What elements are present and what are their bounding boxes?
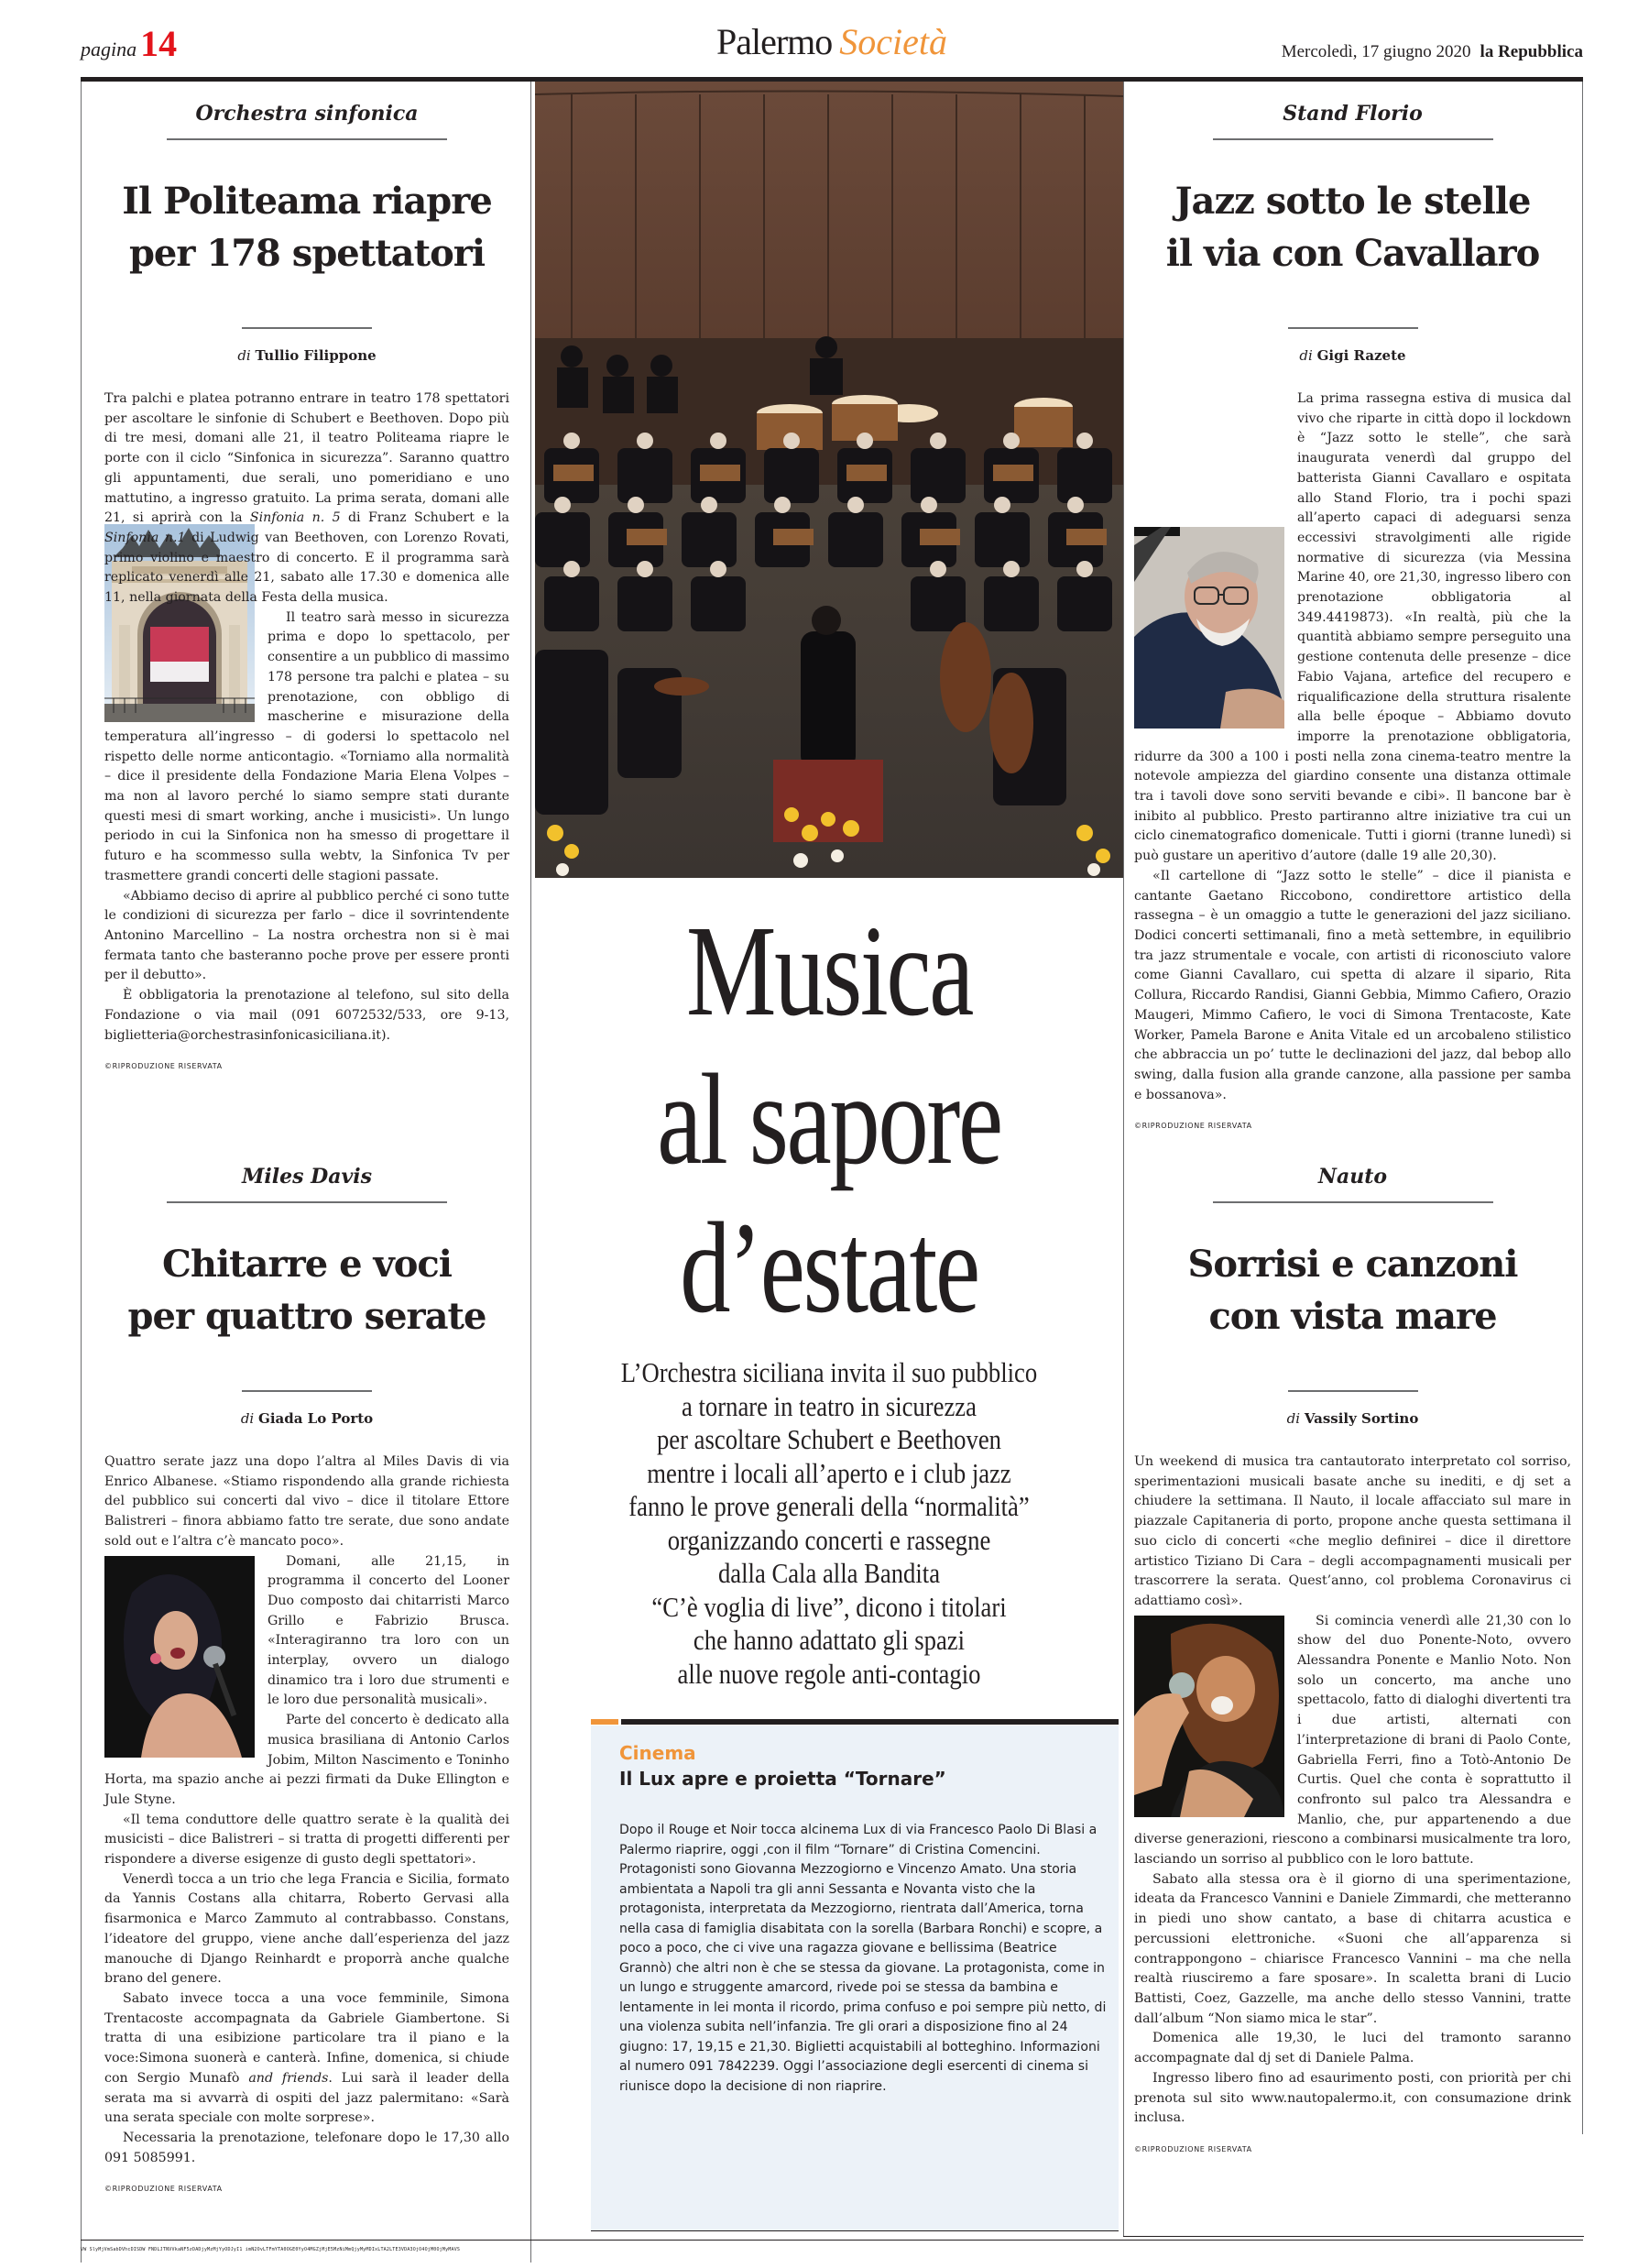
byline bbox=[104, 347, 509, 364]
headline-line: Musica bbox=[685, 898, 973, 1043]
paragraph: Ingresso libero fino ad esaurimento posti, con priorità per chi prenota sul sito www.nautopalermo.it, con consumazione drink inclusa. bbox=[1134, 2070, 1571, 2126]
headline-line: d’estate bbox=[680, 1195, 978, 1340]
paragraph: Un weekend di musica tra cantautorato interpretato col sorriso, sperimentazioni musicali basate anche su inediti, e dj set a chiudere la settimana. Il Nauto, il locale affacciato sul mare in piazzale Capitaneria di porto, propone anche questa settimana il suo ciclo di concerti «che meglio definirei – dice il direttore artistico Tiziano Di Cara – degli accompagnamenti musicali per trascorrere la serata. Quest’anno, col problema Coronavirus ci adattiamo così». bbox=[1134, 1454, 1571, 1608]
deck-line: alle nuove regole anti-contagio bbox=[677, 1657, 981, 1690]
paragraph: La prima rassegna estiva di musica dal vivo che riparte in città dopo il lockdown è “Jazz sotto le stelle”, che sarà inaugurata venerdì dal gruppo del batterista Gianni Cavallaro e ospitata allo Stand Florio, tra i pochi spazi all’aperto capaci di adeguarsi senza eccessivi stravolgimenti alle rigide normative di sicurezza (via Messina Marine 40, ore 21,30, ingresso libero con prenotazione obbligatoria al 349.4419873). «In realtà, più che la quantità abbiamo sempre perseguito una gestione contenuta delle presenze – dice Fabio Vajana, artefice del recupero e riqualificazione della struttura risalente alla belle époque – Abbiamo dovuto imporre la prenotazione obbligatoria, ridurre da 300 a 100 i posti nella zona cinema-teatro mentre la notevole ampiezza del giardino consente una distanza ottimale tra i tavoli dove sono serviti bevande e cibi». Il bancone bar è inibito al pubblico. Presto partiranno altre iniziative tra cui un ciclo cinematografico domenicale. Tutti i giorni (tranne lunedì) si può gustare un aperitivo d’autore (dalle 19 alle 20,30). bbox=[1134, 391, 1571, 864]
article-nauto bbox=[1127, 1165, 1582, 2160]
byline-author: Tullio Filippone bbox=[255, 347, 377, 364]
sidebar-body: Dopo il Rouge et Noir tocca alcinema Lux di via Francesco Paolo Di Blasi a Palermo riaprire, oggi ,con il film “Tornare” di Cristina Comencini. Protagonisti sono Giovanna Mezzogiorno e Vincenzo Amato. Una storia ambientata a Napoli tra gli anni Sessanta e Novanta visto che la protagonista, interpretata da Mezzogiorno, rientrata dall’America, torna nella casa di famiglia disabitata con la sorella (Barbara Ronchi) e scopre, a poco a poco, che ci vive una ragazza giovane e bellissima (Beatrice Grannò) che altri non è che se stessa da giovane. La protagonista, come in un lungo e struggente amarcord, rivede poi se stessa da bambina e lentamente in lei monta il ricordo, prima confuso e poi sempre più netto, di una violenza subita nell’infanzia. Tre gli orari a disposizione fino al 24 giugno: 17, 19,15 e 21,30. Biglietti acquistabili al botteghino. Informazioni al numero 091 7842239. Oggi l’associazione degli esercenti di cinema si riunisce dopo la decisione di non riaprire. bbox=[619, 1823, 1107, 2094]
copyright-notice: ©RIPRODUZIONE RISERVATA bbox=[104, 2185, 223, 2194]
divider bbox=[242, 1390, 372, 1392]
copyright-notice: ©RIPRODUZIONE RISERVATA bbox=[104, 1062, 223, 1071]
right-column-bottom-rule bbox=[1123, 2236, 1584, 2237]
article-body bbox=[1134, 389, 1571, 1136]
paragraph: È obbligatoria la prenotazione al telefono, sul sito della Fondazione o via mail (091 6072532/533, ore 9-13, biglietteria@orchestrasinfonicasiciliana.it). bbox=[104, 988, 509, 1043]
article-headline bbox=[104, 1238, 509, 1342]
article-kicker: Miles Davis bbox=[242, 1165, 372, 1189]
byline-author: Vassily Sortino bbox=[1304, 1410, 1419, 1427]
headline-line: per 178 spettatori bbox=[128, 232, 486, 275]
divider bbox=[242, 327, 372, 329]
sidebar-kicker: Cinema bbox=[619, 1742, 696, 1764]
article-body bbox=[104, 389, 509, 1077]
main-deck bbox=[576, 1356, 1082, 1691]
divider bbox=[1213, 1201, 1493, 1203]
headline-line: per quattro serate bbox=[127, 1295, 486, 1338]
paragraph: Tra palchi e platea potranno entrare in teatro 178 spettatori per ascoltare le sinfonie di Schubert e Beethoven. Dopo più di tre mesi, domani alle 21, il teatro Politeama riapre le porte con il ciclo “Sinfonica in sicurezza”. Saranno quattro gli appuntamenti, due serali, uno pomeridiano e uno mattutino, a ingresso gratuito. La prima serata, domani alle 21, si aprirà con la Sinfonia n. 5 di Franz Schubert e la Sinfonia n.1 di Ludwig van Beethoven, con Lorenzo Rovati, primo violino e maestro di concerto. E il programma sarà replicato venerdì alle 21, sabato alle 17.30 e domenica alle 11, nella giornata della Festa della musica. bbox=[104, 391, 509, 606]
paragraph: Si comincia venerdì alle 21,30 con lo show del duo Ponente-Noto, ovvero Alessandra Ponente e Manlio Noto. Non solo un concerto, ma anche uno spettacolo, fatto di dialoghi divertenti tra i due artisti, alternati con l’interpretazione di brani di Paolo Conte, Gabriella Ferri, fino a Totò-Antonio De Curtis. Quel che conta è soprattutto il confronto sul palco tra Alessandra e Manlio, che, pur appartenendo a due diverse generazioni, riescono a combinarsi musicalmente tra loro, lasciando un sorriso al pubblico con le loro battute. bbox=[1134, 1613, 1571, 1868]
article-kicker: Stand Florio bbox=[1283, 102, 1423, 126]
divider bbox=[1288, 1390, 1418, 1392]
headline-line: Il Politeama riapre bbox=[122, 180, 492, 223]
issue-date: Mercoledì, 17 giugno 2020 bbox=[1281, 42, 1471, 61]
newspaper-logo: la Repubblica bbox=[1480, 42, 1583, 61]
article-headline bbox=[1134, 1238, 1571, 1342]
column-divider bbox=[1123, 82, 1124, 2237]
byline bbox=[104, 1410, 509, 1427]
cinema-sidebar bbox=[591, 1726, 1119, 2231]
sidebar-title: Il Lux apre e proietta “Tornare” bbox=[619, 1768, 946, 1790]
divider bbox=[1288, 327, 1418, 329]
paragraph: Venerdì tocca a un trio che lega Francia e Sicilia, formato da Yannis Costans alla chitarra, Roberto Gervasi alla fisarmonica e Marco Zammuto al contrabbasso. Constans, l’ideatore del gruppo, viene anche dall’esperienza del jazz manouche di Django Reinhardt e proporrà anche qualche brano del genere. bbox=[104, 1871, 509, 1987]
divider bbox=[167, 138, 447, 140]
paragraph: «Abbiamo deciso di aprire al pubblico perché ci sono tutte le condizioni di sicurezza per farlo – dice il sovrintendente Antonino Marcellino – La nostra orchestra non si è mai fermata tanto che basteranno poche prove per essere pronti per il debutto». bbox=[104, 888, 509, 983]
article-headline bbox=[1134, 175, 1571, 279]
deck-line: dalla Cala alla Bandita bbox=[717, 1557, 941, 1589]
article-miles-davis bbox=[82, 1165, 530, 2199]
headline-line: al sapore bbox=[657, 1046, 1001, 1191]
section-name: Società bbox=[839, 21, 948, 62]
print-barcode-strip: VW SlyMjVmSabDVhcDISDW FNDLJTNVVkaNF5zDADjyMzMjYyODJyI1 imN2OvLTFmYTA0OGE0YyO4MGZjMjE5MzNiMmQjyMyMDIxLTA2LTE3VDA3OjO4OjM0OjMyMAVS bbox=[81, 2247, 461, 2252]
paragraph: «Il cartellone di “Jazz sotto le stelle” – dice il pianista e cantante Gaetano Riccobono, condirettore artistico della rassegna – è un omaggio a tutte le generazioni del jazz siciliano. Dodici concerti settimanali, fino a metà settembre, in equilibrio tra jazz strumentale e vocale, con artisti di riconosciuto valore come Gianni Cavallaro, cui spetta di alzare il sipario, Rita Collura, Riccardo Randisi, Gianni Gebbia, Mimmo Cafiero, Orazio Maugeri, Mimmo Cafiero, le voci di Simona Trentacoste, Kate Worker, Pamela Barone e Anita Vitale ed un arcobaleno stilistico che abbraccia un po’ tutte le declinazioni del jazz, dal bebop allo swing, dalla fusion alla grande canzone, alla passione per samba e bossanova». bbox=[1134, 868, 1571, 1102]
headline-line: Chitarre e voci bbox=[162, 1243, 452, 1286]
main-headline bbox=[600, 896, 1059, 1342]
paragraph: Necessaria la prenotazione, telefonare dopo le 17,30 allo 091 5085991. bbox=[104, 2130, 509, 2165]
sidebar-topbar bbox=[591, 1719, 1119, 1725]
bottom-rule bbox=[81, 2240, 1583, 2241]
byline-prefix: di bbox=[1286, 1410, 1301, 1427]
paragraph: Domani, alle 21,15, in programma il concerto del Looner Duo composto dai chitarristi Marco Grillo e Fabrizio Brusca. «Interagiranno tra loro con un interplay, ovvero un dialogo dinamico tra i loro due strumenti e le loro due personalità musicali». bbox=[268, 1553, 509, 1708]
paragraph: Sabato invece tocca a una voce femminile, Simona Trentacoste accompagnata da Gabriele Giambertone. Si tratta di una esibizione particolare tra il piano e la voce:Simona suonerà e canterà. Infine, domenica, si chiude con Sergio Munafò and friends. Lui sarà il leader della serata ma si avvarrà di ospiti del jazz palermitano: «Sarà una serata speciale con molte sorprese». bbox=[104, 1990, 510, 2126]
article-kicker: Nauto bbox=[1317, 1165, 1388, 1189]
headline-line: il via con Cavallaro bbox=[1165, 232, 1540, 275]
masthead bbox=[81, 20, 1583, 75]
deck-line: per ascoltare Schubert e Beethoven bbox=[656, 1423, 1002, 1455]
article-body bbox=[104, 1452, 509, 2199]
byline-prefix: di bbox=[240, 1410, 255, 1427]
headline-line: con vista mare bbox=[1208, 1295, 1497, 1338]
deck-line: mentre i locali all’aperto e i club jazz bbox=[647, 1456, 1011, 1489]
article-orchestra bbox=[82, 102, 530, 1077]
article-headline bbox=[104, 175, 509, 279]
deck-line: L’Orchestra siciliana invita il suo pubblico bbox=[620, 1356, 1038, 1388]
rule-bar bbox=[621, 1719, 1119, 1725]
paragraph: Quattro serate jazz una dopo l’altra al Miles Davis di via Enrico Albanese. «Stiamo rispondendo alla grande richiesta del pubblico sui concerti dal vivo – dice il titolare Ettore Balistreri – finora abbiamo fatto tre serate, due sono andate sold out e l’altra c’è mancato poco». bbox=[104, 1454, 509, 1549]
page-label: pagina bbox=[81, 38, 137, 60]
byline-author: Gigi Razete bbox=[1316, 347, 1406, 364]
byline bbox=[1134, 1410, 1571, 1427]
man-with-glasses-photo bbox=[1134, 527, 1284, 729]
deck-line: organizzando concerti e rassegne bbox=[667, 1523, 991, 1556]
paragraph: «Il tema conduttore delle quattro serate è la qualità dei musicisti – dice Balistreri – si tratta di progetti differenti per rispondere a diverse esigenze di gusto degli spettatori». bbox=[104, 1812, 509, 1868]
page-number-value: 14 bbox=[140, 23, 178, 64]
byline-prefix: di bbox=[237, 347, 251, 364]
deck-line: fanno le prove generali della “normalità” bbox=[628, 1490, 1030, 1522]
headline-line: Jazz sotto le stelle bbox=[1174, 180, 1531, 223]
paragraph: Parte del concerto è dedicato alla musica brasiliana di Antonio Carlos Jobim, Milton Nascimento e Toninho Horta, ma spazio anche ai pezzi firmati da Duke Ellington e Jule Styne. bbox=[104, 1713, 509, 1807]
deck-line: che hanno adattato gli spazi bbox=[693, 1624, 966, 1656]
byline-prefix: di bbox=[1299, 347, 1313, 364]
byline-author: Giada Lo Porto bbox=[258, 1410, 374, 1427]
deck-line: a tornare in teatro in sicurezza bbox=[682, 1389, 977, 1422]
accent-bar bbox=[591, 1719, 618, 1725]
article-kicker: Orchestra sinfonica bbox=[195, 102, 419, 126]
paragraph: Sabato alla stessa ora è il giorno di una sperimentazione, ideata da Francesco Vannini e Daniele Zimmardi, che metteranno in piedi uno show cantato, a base di chitarra acustica e percussioni elettroniche. «Suoni che all’apparenza si contrappongono – chiarisce Francesco Vannini – ma che nella realtà riusciremo a fare sposare». In scaletta brani di Lucio Battisti, Coez, Gazzelle, ma anche dello stesso Vannini, tratte dall’album “Non siamo mica le star”. bbox=[1134, 1871, 1571, 2026]
section-city: Palermo bbox=[715, 21, 833, 62]
female-singer-photo bbox=[104, 1556, 255, 1758]
article-body bbox=[1134, 1452, 1571, 2160]
copyright-notice: ©RIPRODUZIONE RISERVATA bbox=[1134, 1122, 1252, 1131]
right-column bbox=[1127, 82, 1583, 2153]
paragraph: Il teatro sarà messo in sicurezza prima e dopo lo spettacolo, per consentire a un pubblico di massimo 178 persone tra palchi e platea – su prenotazione, con obbligo di mascherine e misurazione della temperatura all’ingresso – di godersi lo spettacolo nel rispetto delle norme anticontagio. «Torniamo alla normalità – dice il presidente della Fondazione Maria Elena Volpes – ma non al lavoro perché lo siamo sempre stati durante questi mesi di smart working, anche i musicisti». Un lungo periodo in cui la Sinfonica non ha smesso di progettare il futuro e ha scommesso sulla webtv, la Sinfonica Tv per trasmettere grandi concerti delle stagioni passate. bbox=[104, 609, 509, 883]
copyright-notice: ©RIPRODUZIONE RISERVATA bbox=[1134, 2144, 1252, 2153]
left-column bbox=[81, 82, 531, 2263]
article-stand-florio bbox=[1127, 102, 1582, 1136]
deck-line: “C’è voglia di live”, dicono i titolari bbox=[651, 1590, 1007, 1623]
curly-haired-singer-photo bbox=[1134, 1616, 1284, 1817]
divider bbox=[1213, 138, 1493, 140]
byline bbox=[1134, 347, 1571, 364]
dateline bbox=[1282, 42, 1583, 62]
orchestra-on-stage-photo bbox=[535, 82, 1123, 878]
divider bbox=[167, 1201, 447, 1203]
paragraph: Domenica alle 19,30, le luci del tramonto saranno accompagnate dal dj set di Daniele Palma. bbox=[1134, 2031, 1571, 2066]
headline-line: Sorrisi e canzoni bbox=[1187, 1243, 1518, 1286]
